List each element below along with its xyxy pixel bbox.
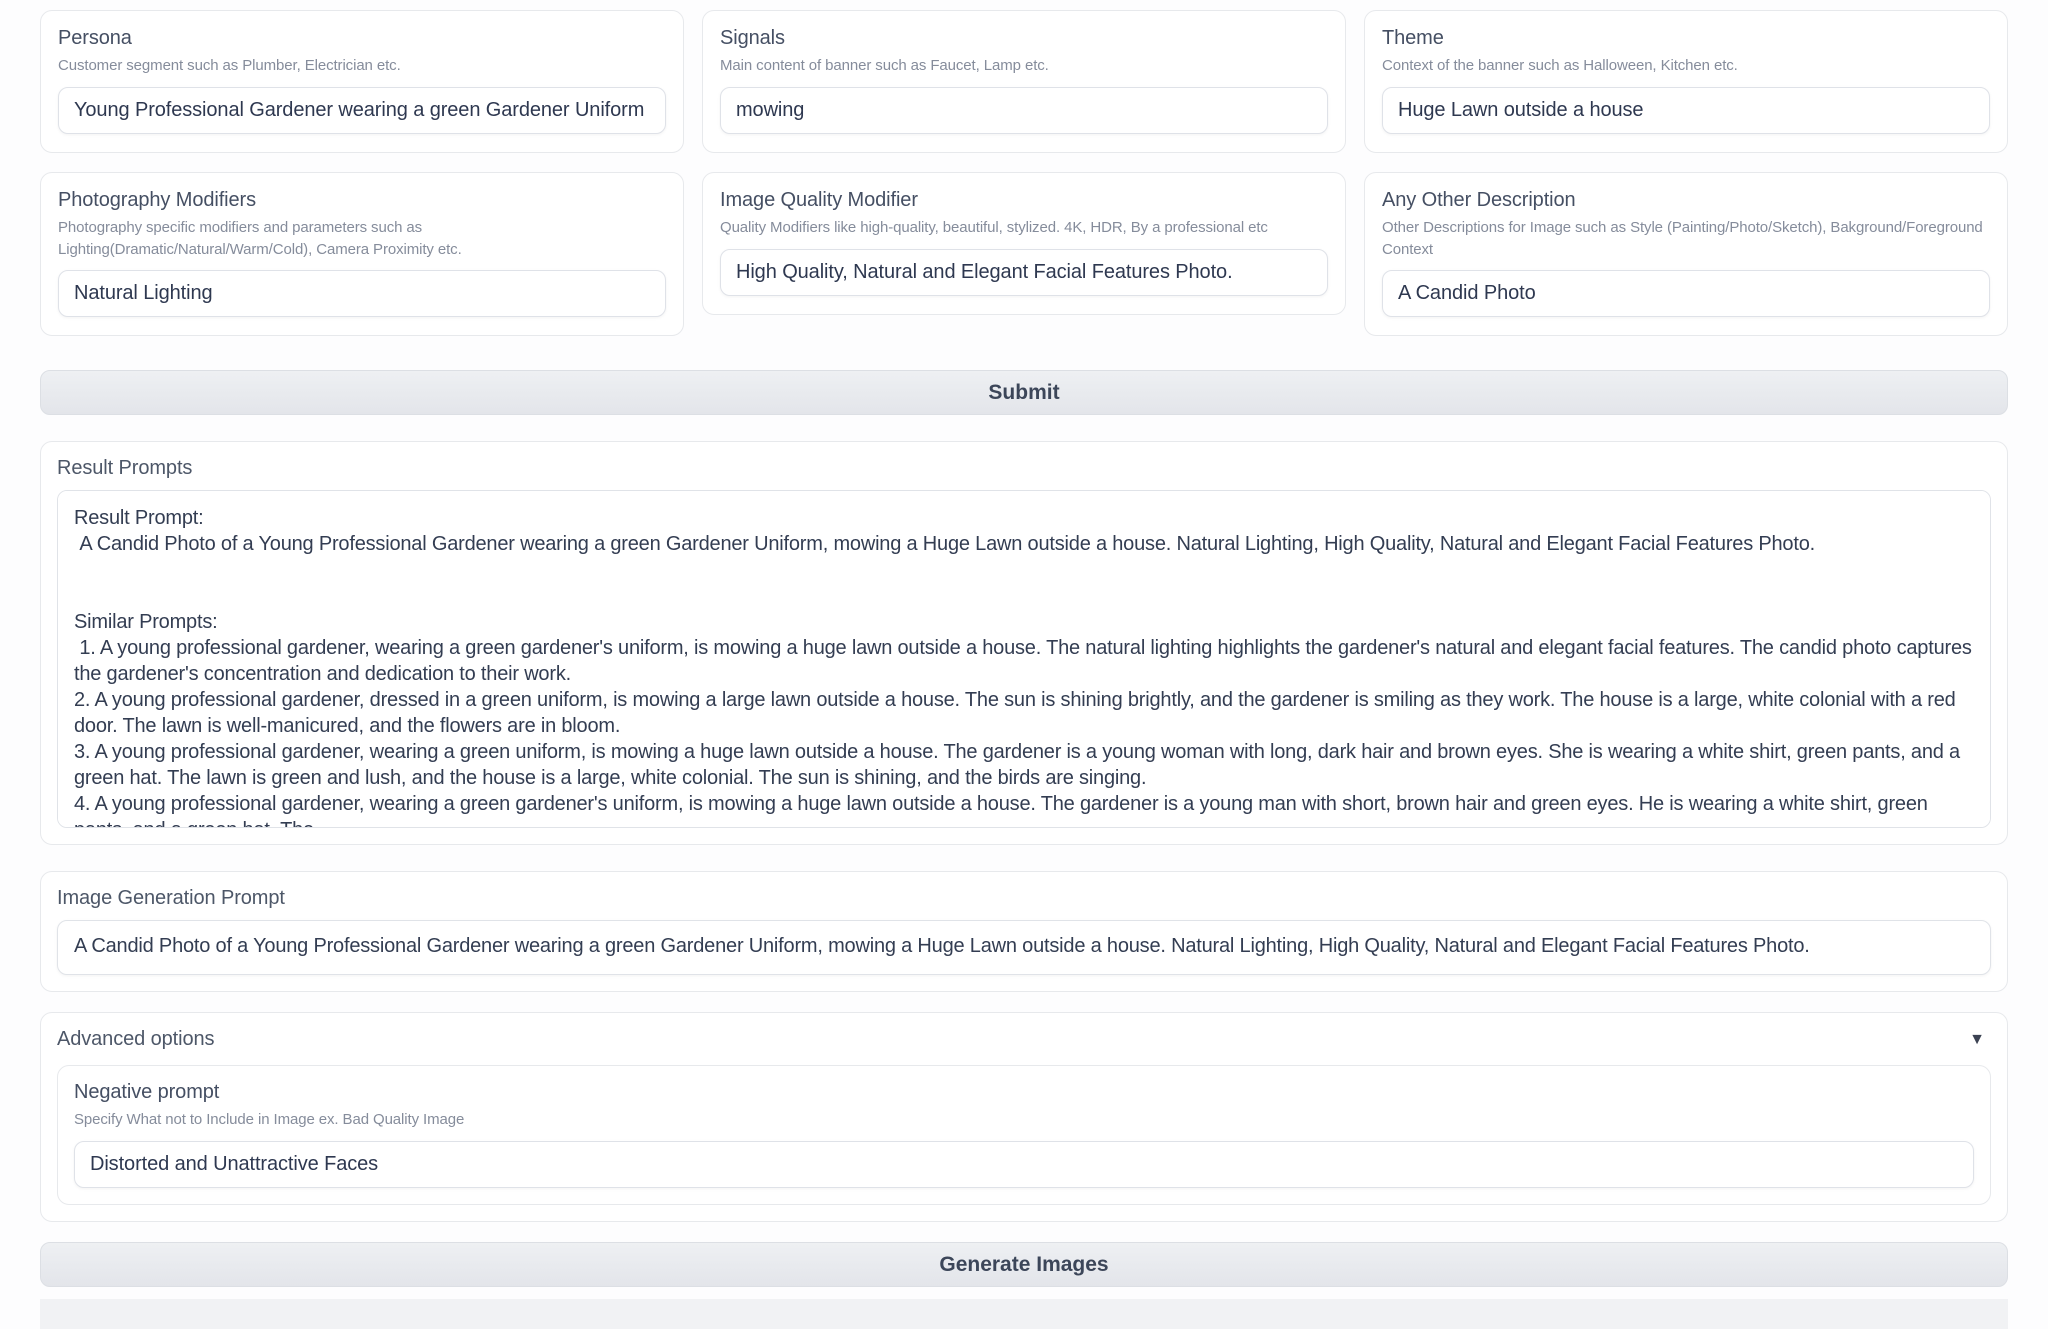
result-prompts-block — [40, 441, 2008, 845]
signals-label: Signals — [720, 27, 785, 49]
advanced-options-label: Advanced options — [57, 1028, 215, 1051]
other-description-info: Other Descriptions for Image such as Style (Painting/Photo/Sketch), Bakground/Foreground Context — [1382, 218, 1983, 258]
image-quality-modifier-field — [702, 172, 1346, 315]
image-quality-modifier-input[interactable] — [720, 249, 1328, 296]
result-prompts-label: Result Prompts — [57, 457, 193, 480]
advanced-options-header[interactable] — [57, 1028, 1991, 1051]
form-row-2 — [40, 172, 2008, 337]
submit-button[interactable]: Submit — [40, 370, 2008, 415]
advanced-options-accordion — [40, 1012, 2008, 1222]
persona-field — [40, 10, 684, 153]
image-generation-prompt-block — [40, 871, 2008, 992]
image-quality-modifier-label: Image Quality Modifier — [720, 188, 918, 211]
image-generation-prompt-label: Image Generation Prompt — [57, 887, 285, 910]
theme-label: Theme — [1382, 27, 1444, 49]
signals-field — [702, 10, 1346, 153]
persona-input[interactable] — [58, 87, 666, 134]
signals-input[interactable] — [720, 87, 1328, 134]
image-generation-prompt-input[interactable] — [57, 920, 1991, 975]
form-row-1 — [40, 10, 2008, 153]
negative-prompt-input[interactable] — [74, 1141, 1974, 1188]
theme-field — [1364, 10, 2008, 153]
other-description-label: Any Other Description — [1382, 188, 1576, 211]
theme-input[interactable] — [1382, 87, 1990, 134]
result-prompts-textarea[interactable] — [57, 490, 1991, 828]
negative-prompt-field — [57, 1065, 1991, 1205]
persona-info: Customer segment such as Plumber, Electrician etc. — [58, 57, 401, 74]
negative-prompt-label: Negative prompt — [74, 1081, 220, 1104]
photography-modifiers-input[interactable] — [58, 270, 666, 317]
other-description-field — [1364, 172, 2008, 337]
theme-info: Context of the banner such as Halloween, Kitchen etc. — [1382, 57, 1738, 74]
image-quality-modifier-info: Quality Modifiers like high-quality, beautiful, stylized. 4K, HDR, By a professional etc — [720, 218, 1268, 236]
generate-images-button[interactable]: Generate Images — [40, 1242, 2008, 1287]
persona-label: Persona — [58, 27, 132, 49]
photography-modifiers-info: Photography specific modifiers and parameters such as Lighting(Dramatic/Natural/Warm/Cold), Camera Proximity etc. — [58, 218, 462, 258]
page-footer-strip — [40, 1299, 2008, 1329]
signals-info: Main content of banner such as Faucet, Lamp etc. — [720, 57, 1049, 74]
photography-modifiers-field — [40, 172, 684, 337]
other-description-input[interactable] — [1382, 270, 1990, 317]
photography-modifiers-label: Photography Modifiers — [58, 188, 257, 211]
accordion-arrow-icon[interactable]: ▼ — [1969, 1030, 1985, 1048]
negative-prompt-info: Specify What not to Include in Image ex. Bad Quality Image — [74, 1111, 465, 1129]
